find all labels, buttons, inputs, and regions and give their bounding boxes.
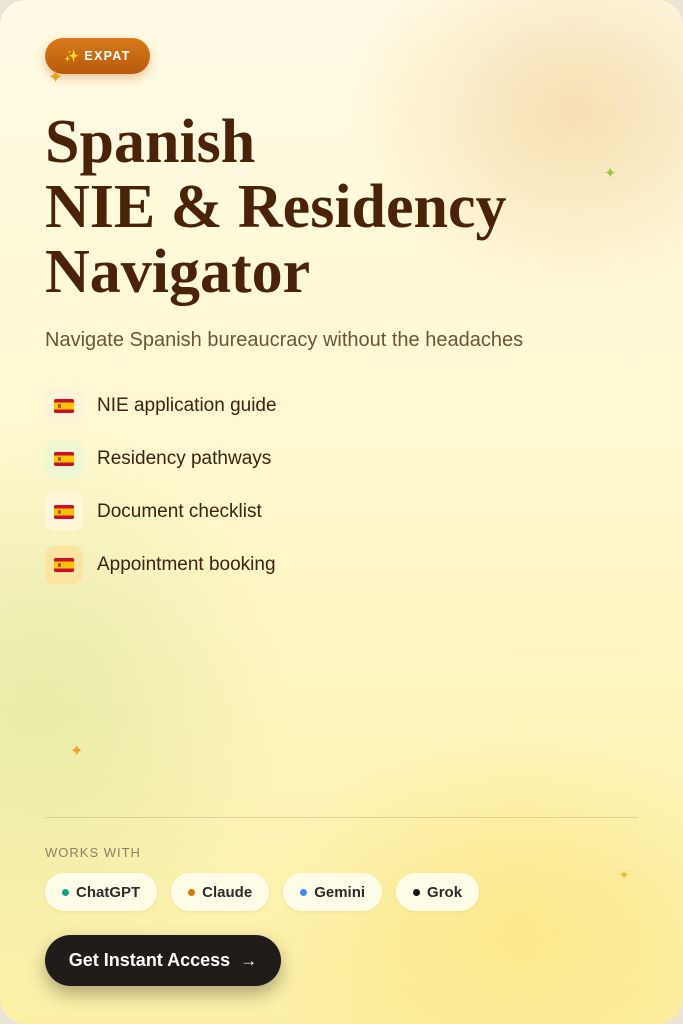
feature-list (45, 387, 277, 599)
chip-grok[interactable] (396, 873, 479, 911)
chip-chatgpt[interactable] (45, 873, 157, 911)
divider (45, 817, 638, 818)
feature-icon-box (45, 493, 83, 531)
feature-icon-box (45, 387, 83, 425)
sparkle-icon: ✦ (48, 67, 64, 87)
sparkles-icon: ✨ (64, 49, 80, 63)
badge-label: EXPAT (84, 49, 131, 63)
sparkle-icon: ✦ (70, 743, 84, 760)
feature-item (45, 493, 277, 531)
get-access-button[interactable] (45, 935, 281, 986)
title-line: Spanish (45, 108, 256, 176)
sparkle-icon: ✦ (604, 165, 617, 182)
spain-flag-icon (54, 452, 74, 466)
chip-label: Grok (427, 883, 463, 901)
chip-gemini[interactable] (283, 873, 382, 911)
feature-label: Residency pathways (97, 448, 272, 469)
feature-icon-box (45, 546, 83, 584)
chip-label: ChatGPT (76, 883, 141, 901)
feature-item (45, 387, 277, 425)
subtitle: Navigate Spanish bureaucracy without the headaches (45, 329, 524, 351)
spain-flag-icon (54, 399, 74, 413)
chip-label: Gemini (314, 883, 366, 901)
feature-item (45, 546, 277, 584)
status-dot-icon (188, 889, 195, 896)
title-line: Navigator (45, 238, 311, 306)
feature-icon-box (45, 440, 83, 478)
status-dot-icon (413, 889, 420, 896)
status-dot-icon (300, 889, 307, 896)
feature-label: NIE application guide (97, 395, 277, 416)
works-with-list (45, 873, 479, 911)
works-with-label: WORKS WITH (45, 845, 141, 860)
feature-item (45, 440, 277, 478)
spain-flag-icon (54, 558, 74, 572)
chip-claude[interactable] (171, 873, 269, 911)
title-line: NIE & Residency (45, 173, 507, 241)
spain-flag-icon (54, 505, 74, 519)
feature-label: Appointment booking (97, 554, 276, 575)
sparkle-icon: ✦ (619, 868, 630, 882)
cta-label: Get Instant Access (68, 950, 231, 970)
chip-label: Claude (202, 883, 253, 901)
status-dot-icon (62, 889, 69, 896)
page-title (45, 110, 645, 305)
feature-label: Document checklist (97, 501, 262, 522)
arrow-right-icon: → (240, 950, 258, 970)
